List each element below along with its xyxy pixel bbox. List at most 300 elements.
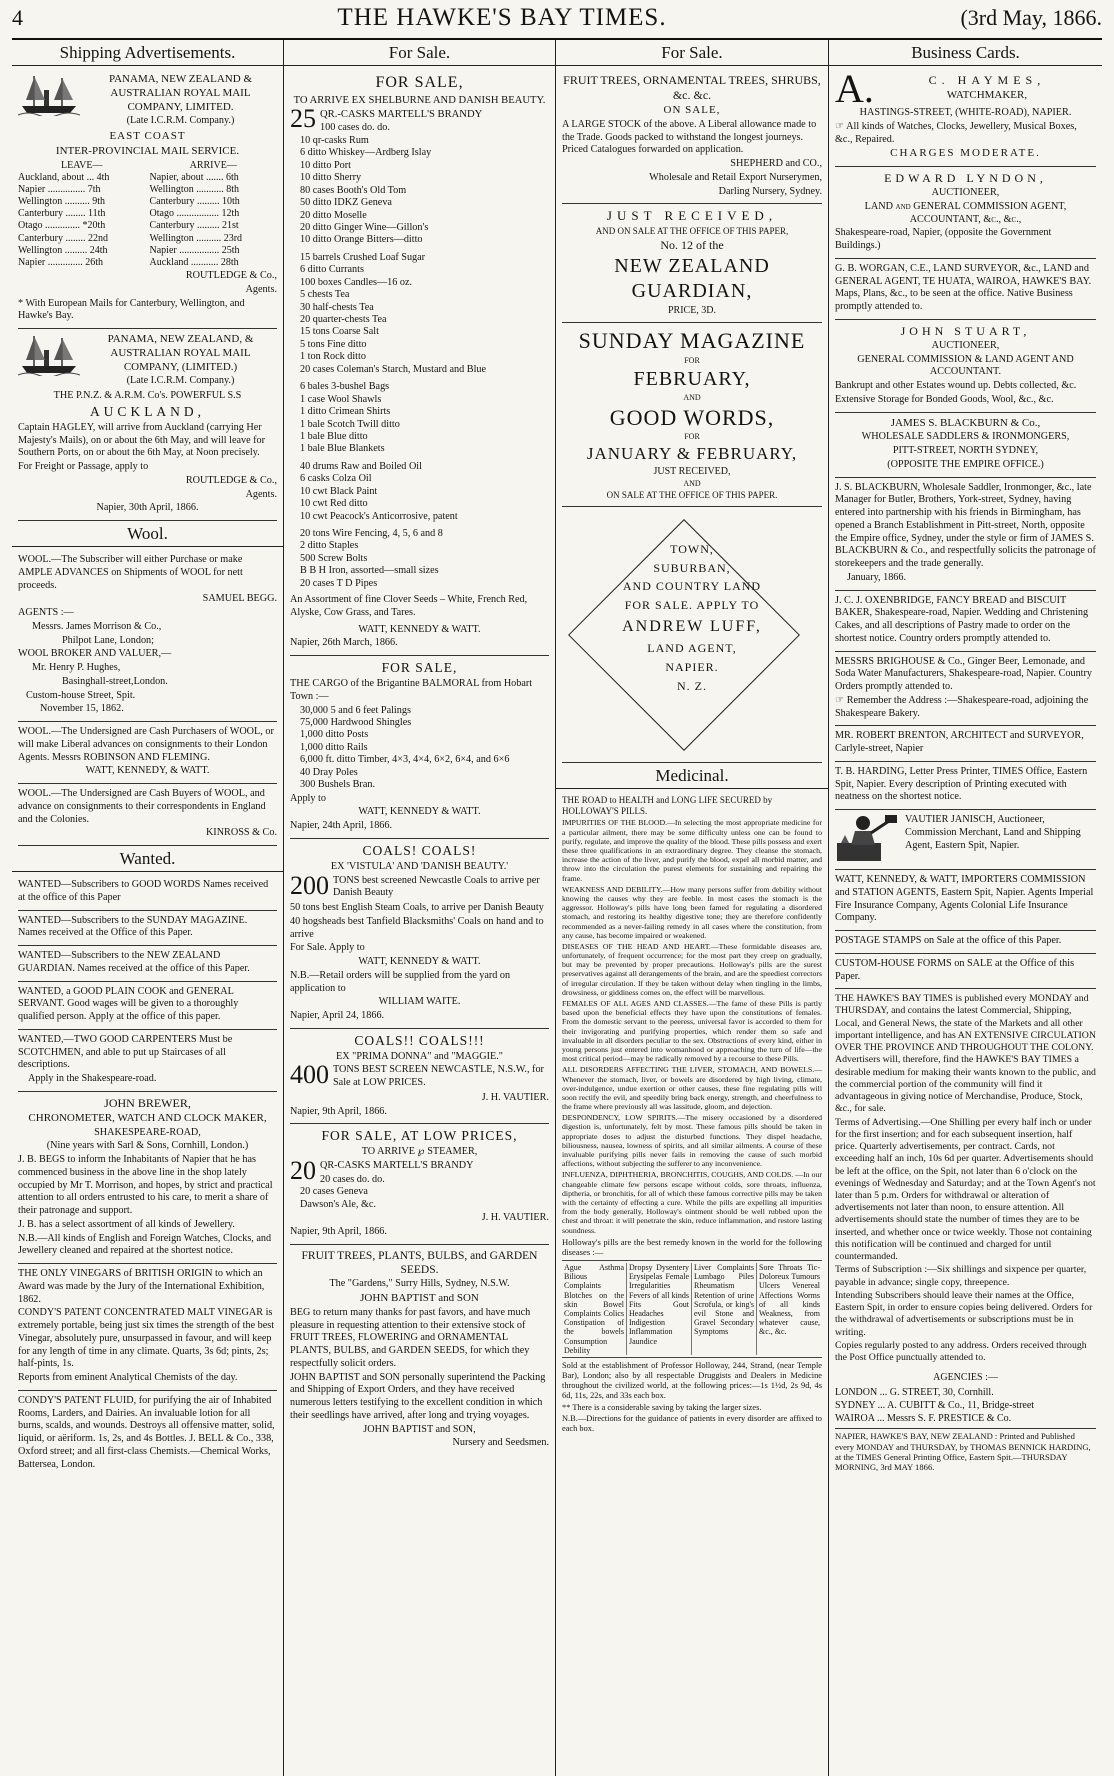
list-item: 1,000 ditto Rails	[300, 741, 368, 753]
ad-note: (Nine years with Sarl & Sons, Cornhill, London.)	[46, 1140, 249, 1152]
ad-body: CONDY'S PATENT CONCENTRATED MALT VINEGAR is extremely portable, being just six times the strength of the best Vinegar, absolutely pure, unsurpassed in favour, and will keep for any length of time in any climate. Quarts, 3s 6d; pints, 2s; half-pints, 1s.	[18, 1307, 275, 1370]
ad-title: THE ROAD to HEALTH and LONG LIFE SECURED by HOLLOWAY'S PILLS.	[562, 795, 773, 816]
label-and: AND	[683, 392, 701, 402]
schedule-row: Auckland ........... 28th	[149, 257, 239, 268]
ad-signature: WATT, KENNEDY & WATT.	[358, 806, 481, 818]
ad-body: An Assortment of fine Clover Seeds – White, French Red, Alyske, Cow Grass, and Tares.	[290, 594, 528, 618]
ad-new-zealand-guardian	[562, 204, 822, 323]
section-heading-for-sale: For Sale.	[556, 42, 828, 66]
card-body-text: Remember the Address :—Shakespeare-road, adjoining the Shakespeare Bakery.	[835, 694, 1089, 719]
schedule-row: Wellington .......... 23rd	[149, 232, 243, 244]
disease-column: Liver Complaints Lumbago Piles Rheumatism Retention of urine Scrofula, or king's evil Stone and Gravel Secondary Symptoms	[692, 1263, 757, 1355]
ad-paragraph: Holloway's pills are the best remedy known in the world for the following diseases :—	[562, 1236, 822, 1257]
schedule-row: Napier ................ 25th	[149, 244, 240, 256]
card-address: HASTINGS-STREET, (WHITE-ROAD), NAPIER.	[859, 107, 1072, 118]
ad-date: Napier, April 24, 1866.	[290, 1010, 385, 1022]
ad-subtitle: EX "PRIMA DONNA" and "MAGGIE."	[336, 1050, 503, 1062]
ad-body: WANTED—Subscribers to GOOD WORDS Names received at the office of this Paper	[18, 879, 269, 903]
item-list	[300, 122, 549, 246]
list-item: 75,000 Hardwood Shingles	[300, 717, 412, 729]
card-body: Extensive Storage for Bonded Goods, Wool, &c., &c.	[835, 393, 1054, 405]
ad-subtitle: The "Gardens," Surry Hills, Sydney, N.S.W.	[329, 1278, 510, 1290]
pointing-hand-icon: ☞	[835, 694, 847, 706]
agent-line: Messrs. James Morrison & Co.,	[32, 620, 162, 632]
ad-title: PANAMA, NEW ZEALAND, & AUSTRALIAN ROYAL MAIL COMPANY, (LIMITED.)	[107, 333, 254, 373]
ad-signature: J. H. VAUTIER.	[481, 1212, 549, 1224]
list-item: 10 ditto Sherry	[300, 172, 362, 184]
section-heading-wool: Wool.	[12, 523, 283, 547]
card-charges: CHARGES MODERATE.	[890, 147, 1041, 160]
list-item: 20 cases T D Pipes	[300, 577, 378, 589]
card-trade: AUCTIONEER,	[931, 339, 1000, 351]
ad-body: 50 tons best English Steam Coals, to arrive per Danish Beauty	[290, 902, 544, 914]
ad-date: Napier, 9th April, 1866.	[290, 1105, 387, 1117]
ad-paragraph: ALL DISORDERS AFFECTING THE LIVER, STOMACH, AND BOWELS.—Whenever the stomach, liver, or bowels are disordered by high living, climate, over-indulgence, undue exertion or other causes, these fine regulating pills will soon rectify the evil, and speedily bring back energy, strength, and cheerfulness to the frame where previously all was lassitude, gloom, and dejection.	[562, 1065, 822, 1112]
ad-signature: WILLIAM WAITE.	[378, 996, 461, 1008]
list-item: 15 barrels Crushed Loaf Sugar	[300, 251, 426, 263]
list-item: 1 bale Scotch Twill ditto	[300, 418, 400, 430]
list-item: 5 chests Tea	[300, 289, 350, 301]
ad-body: THE CARGO of the Brigantine BALMORAL from Hobart Town :—	[290, 678, 533, 702]
sailing-schedule	[18, 160, 277, 270]
ad-name: JOHN BAPTIST and SON	[360, 1292, 479, 1305]
list-item: 1,000 ditto Posts	[300, 729, 369, 741]
list-item: 20 cases do. do.	[320, 1173, 385, 1185]
auctioneer-figure-icon	[835, 813, 901, 863]
agent-name: ROUTLEDGE & Co.,	[185, 474, 277, 486]
card-body: MR. ROBERT BRENTON, ARCHITECT and SURVEYOR, Carlyle-street, Napier	[835, 730, 1084, 754]
disease-column: Sore Throats Tic-Doloreux Tumours Ulcers Venereal Affections Worms of all kinds Weakness, from whatever cause, &c., &c.	[759, 1263, 820, 1337]
section-heading-medicinal: Medicinal.	[556, 765, 828, 789]
card-lyndon	[835, 167, 1096, 259]
ad-signature: WATT, KENNEDY & WATT.	[358, 623, 481, 635]
ad-date: November 15, 1862.	[40, 703, 124, 715]
list-item: Dawson's Ale, &c.	[300, 1198, 376, 1210]
ad-wool-watt	[18, 722, 277, 784]
card-trade: AUCTIONEER,	[931, 187, 1000, 198]
list-item: 10 cwt Red ditto	[300, 498, 368, 510]
schedule-row: Canterbury ........ 22nd	[18, 232, 108, 244]
list-item: 6 bales 3-bushel Bags	[300, 381, 390, 393]
ad-title: FOR SALE, AT LOW PRICES,	[321, 1128, 518, 1144]
ad-body: BEG to return many thanks for past favors, and have much pleasure in requesting attention to their extensive stock of FRUIT TREES, FLOWERING and ORNAMENTAL PLANTS, BULBS, and GARDEN SEEDS, for which they respectfully solicit orders.	[290, 1306, 531, 1369]
card-address: Shakespeare-road, Napier, (opposite the Government Buildings.)	[835, 227, 1052, 251]
ad-title: COALS!! COALS!!!	[354, 1032, 485, 1048]
card-body: CUSTOM-HOUSE FORMS on SALE at the Office of this Paper.	[835, 957, 1075, 982]
ad-title: FOR SALE,	[381, 660, 458, 676]
agents-label: AGENTS :—	[18, 607, 74, 619]
agent-label: Agents.	[245, 488, 277, 500]
ad-signature: SAMUEL BEGG.	[202, 593, 277, 605]
ad-body: J. B. BEGS to inform the Inhabitants of Napier that he has commenced business in the above line in the shop lately occupied by Mr T. Morrison, and hopes, by strict and practical attention to all orders entrusted to his care, to merit a share of their patronage and support.	[18, 1154, 273, 1217]
section-heading-shipping: Shipping Advertisements.	[12, 42, 283, 66]
ad-body: CONDY'S PATENT FLUID, for purifying the air of Inhabited Rooms, Larders, and Dairies. An invaluable lotion for all burns, scalds, and wounds. Destroys all offensive matter, solid, liquid, or aëriform. 1s, 2s, and 4s Bottles. J. BELL & Co., 338, Oxford street; and all first-class Chemists.—Chemical Works, Battersea, London.	[18, 1394, 275, 1470]
list-item: 10 cwt Peacock's Anticorrosive, patent	[300, 510, 458, 522]
ad-body: 40 hogsheads best Tanfield Blacksmiths' Coals on hand and to arrive	[290, 915, 544, 940]
ad-signature: KINROSS & Co.	[205, 827, 277, 839]
agent-name: ROUTLEDGE & Co.,	[185, 270, 277, 282]
ad-body: WANTED, a GOOD PLAIN COOK and GENERAL SERVANT. Good wages will be given to a thoroughly qualified person. Apply at the office of this paper.	[18, 985, 239, 1023]
ad-paragraph: FEMALES OF ALL AGES AND CLASSES.—The fame of these Pills is partly based upon the beneficial effects they have upon the constitutions of females. From the domestic servant to the peeress, universal favor is accorded to them for their invigorating and purifying properties, which render them so safe and invaluable in all disorders peculiar to the sex. Obstructions of every kind, either in young persons just entered into womanhood or approaching the turn of life—the most critical period—may be radically removed by a recourse to these Pills.	[562, 999, 822, 1064]
diamond-line: LAND AGENT,	[647, 641, 737, 656]
list-item: 30,000 5 and 6 feet Palings	[300, 704, 411, 716]
card-address-2: (OPPOSITE THE EMPIRE OFFICE.)	[887, 458, 1044, 470]
card-body: T. B. HARDING, Letter Press Printer, TIMES Office, Eastern Spit, Napier. Every description of Printing executed with neatness on the shortest notice.	[835, 765, 1088, 803]
ad-sunday-magazine-good-words	[562, 323, 822, 507]
notice-paragraph: Intending Subscribers should leave their names at the Office, Eastern Spit, in order to ensure copies being delivered. Orders for the withdrawal of advertisements or subscriptions must be in writing.	[835, 1289, 1093, 1338]
card-body: J. C. J. OXENBRIDGE, FANCY BREAD and BISCUIT BAKER, Shakespeare-road, Napier. Wedding and Christening Cakes, and all descriptions of Pastry made to order on the shortest notice. Country orders promptly attended to.	[835, 594, 1089, 644]
item-list	[300, 528, 549, 590]
list-item: 500 Screw Bolts	[300, 552, 368, 564]
ad-title: JUST RECEIVED,	[606, 208, 778, 224]
card-brenton	[835, 726, 1096, 762]
ad-subtitle: AND ON SALE AT THE OFFICE OF THIS PAPER,	[595, 225, 789, 236]
ad-signature: JOHN BAPTIST and SON,	[363, 1423, 476, 1435]
newspaper-title: THE HAWKE'S BAY TIMES.	[337, 4, 667, 31]
card-trade-2: GENERAL COMMISSION & LAND AGENT AND ACCOUNTANT.	[857, 353, 1074, 378]
pointing-hand-icon: ☞	[835, 120, 847, 132]
schedule-row: Wellington ........... 8th	[149, 183, 239, 195]
section-heading-for-sale: For Sale.	[284, 42, 555, 66]
agent-line: WOOL BROKER AND VALUER,—	[18, 648, 172, 660]
ad-body: Reports from eminent Analytical Chemists of the day.	[18, 1372, 238, 1384]
ad-title: JOHN BREWER,	[104, 1095, 191, 1110]
ad-shepherd-fruit-trees	[562, 69, 822, 204]
card-custom-house-forms	[835, 954, 1096, 990]
ad-subtitle: JUST RECEIVED,	[653, 465, 731, 477]
page-number: 4	[12, 5, 23, 30]
leave-list	[18, 172, 146, 270]
diamond-text	[562, 540, 822, 695]
card-js-blackburn	[835, 478, 1096, 591]
list-item: 6 ditto Whiskey—Ardberg Islay	[300, 147, 432, 159]
quantity-numeral: 400	[290, 1060, 329, 1090]
card-body: MESSRS BRIGHOUSE & Co., Ginger Beer, Lemonade, and Soda Water Manufacturers, Shakespeare-road, Napier. Country Orders promptly attended to.	[835, 655, 1092, 692]
list-item: 1 ton Rock ditto	[300, 351, 366, 363]
card-body: POSTAGE STAMPS on Sale at the office of this Paper.	[835, 935, 1062, 946]
ad-condys-fluid	[18, 1391, 277, 1477]
ad-lead: QR.-CASKS MARTELL'S BRANDY	[320, 109, 483, 121]
ad-note: N.B.—Directions for the guidance of patients in every disorder are affixed to each box.	[562, 1414, 822, 1434]
ad-paragraph: WEAKNESS AND DEBILITY.—How many persons suffer from debility without knowing the causes why they are feeble. In most cases the stomach is the aggressor. Holloway's pills have long been famed for regulating a disordered stomach, and restoring its healthy digestive tone; they are therefore confidently recommended as a never-failing remedy in all cases where the constitution, from any cause, has become impaired or weakened.	[562, 884, 822, 940]
disease-column: Dropsy Dysentery Erysipelas Female Irregularities Fevers of all kinds Fits Gout Headaches Indigestion Inflammation Jaundice	[627, 1263, 692, 1355]
ad-body: WOOL.—The Subscriber will either Purchase or make AMPLE ADVANCES on Shipments of WOOL for nett proceeds.	[18, 554, 243, 591]
ad-subtitle: ON SALE,	[663, 104, 721, 116]
ad-wanted-good-words	[18, 875, 277, 911]
leave-header: LEAVE—	[61, 159, 103, 171]
quantity-numeral: 25	[290, 104, 316, 134]
ad-body: THE ONLY VINEGARS of BRITISH ORIGIN to which an Award was made by the Jury of the International Exhibition, 1862.	[18, 1268, 265, 1305]
list-item: 1 case Wool Shawls	[300, 393, 382, 405]
ad-body: WOOL.—The Undersigned are Cash Buyers of WOOL, and advance on consignments to their correspondents in England and the Colonies.	[18, 788, 266, 825]
ad-holloways-pills	[562, 792, 822, 1440]
card-name: JAMES S. BLACKBURN & Co.,	[890, 416, 1041, 429]
ad-signature: J. H. VAUTIER.	[481, 1091, 549, 1103]
ad-andrew-luff-land	[562, 507, 822, 763]
diamond-line: TOWN,	[670, 542, 714, 557]
ad-body: WANTED—Subscribers to the SUNDAY MAGAZINE. Names received at the Office of this Paper.	[18, 914, 248, 939]
ad-lead: TONS BEST SCREEN NEWCASTLE, N.S.W., for Sale at LOW PRICES.	[333, 1064, 544, 1089]
notice-paragraph: Terms of Advertising.—One Shilling per every half inch or under for the first insertion; and for each subsequent insertion, half price. Quarterly advertisements, per contract. Cards, not exceeding half an inch, 10s 6d per quarter. Advertisements should be left at the office, on the Spit, not later than 6 o'clock on the evenings of Wednesday and Saturday; and at the Town Agent's not later than 5 p.m. Orders for withdrawal or alteration of advertisements not later than noon, to ensure attention. All advertisements should state the number of times they are to be inserted, and whether once or twice weekly. Those not containing this notification will be continued and charged for until countermanded.	[835, 1116, 1096, 1263]
agency-row: WAIROA ... Messrs S. F. PRESTICE & Co.	[835, 1413, 1012, 1425]
list-item: 10 cwt Black Paint	[300, 485, 378, 497]
card-body: WATT, KENNEDY, & WATT, IMPORTERS COMMISSION and STATION AGENTS, Eastern Spit, Napier. Agents Imperial Fire Insurance Company, Agents Colonial Life Insurance Company.	[835, 874, 1094, 924]
card-name: C. HAYMES,	[928, 73, 1046, 87]
ad-apply: Apply in the Shakespeare-road.	[28, 1073, 157, 1085]
agency-row: LONDON ... G. STREET, 30, Cornhill.	[835, 1387, 994, 1399]
ad-paragraph: INFLUENZA, DIPHTHERIA, BRONCHITIS, COUGHS, AND COLDS. —In our changeable climate few persons escape without colds, sore throats, influenza, diptheria, or bronchitis, for all of which these famous corrective pills may be taken with the certainty of effecting a cure. While the pills are expelling all impurities from the body generally, Holloway's ointment should be well rubbed upon the chest and throat: it will penetrate the skin, reduce inflammation, and restore lasting soundness.	[562, 1170, 822, 1235]
agent-line: Basinghall-street,London.	[62, 675, 168, 687]
month-label: JANUARY & FEBRUARY,	[586, 444, 798, 464]
schedule-row: Canterbury ......... 21st	[149, 220, 239, 232]
schedule-row: Wellington ......... 24th	[18, 244, 108, 256]
diamond-frame	[562, 518, 822, 750]
ad-trade: CHRONOMETER, WATCH AND CLOCK MAKER,	[28, 1111, 267, 1124]
list-item: 10 ditto Port	[300, 159, 351, 171]
card-trade: WHOLESALE SADDLERS & IRONMONGERS,	[861, 431, 1070, 443]
steamship-icon	[18, 72, 80, 116]
list-item: 2 ditto Staples	[300, 540, 359, 552]
list-item: 1 bale Blue ditto	[300, 430, 368, 442]
card-postage-stamps	[835, 931, 1096, 954]
list-item: 20 cases Geneva	[300, 1186, 368, 1198]
ad-signature-2: Wholesale and Retail Export Nurserymen,	[649, 171, 822, 183]
ad-lead: QR-CASKS MARTELL'S BRANDY	[320, 1160, 474, 1172]
ad-paragraph: DISEASES OF THE HEAD AND HEART.—These formidable diseases are, unfortunately, of frequent occurrence; for the most part they creep on gradually, but may be prevented by proper precautions. Holloway's pills are the surest preservatives against all derangements of the brain, and are the speediest correctors of irregular circulation. If they be taken without delay when tingling in the limbs, drowsiness, or giddiness comes on, the effect will be marvellous.	[562, 941, 822, 997]
list-item: 80 cases Booth's Old Tom	[300, 184, 407, 196]
list-item: 6 casks Colza Oil	[300, 473, 372, 485]
label-for: FOR	[684, 432, 700, 442]
list-item: 30 half-chests Tea	[300, 301, 374, 313]
ad-signature-3: Darling Nursery, Sydney.	[718, 185, 822, 197]
ad-date: Napier, 30th April, 1866.	[96, 502, 199, 514]
ad-date: Napier, 24th April, 1866.	[290, 820, 393, 832]
schedule-row: Napier, about ....... 6th	[149, 171, 239, 183]
list-item: 15 tons Coarse Salt	[300, 326, 379, 338]
card-james-blackburn	[835, 413, 1096, 478]
diamond-line: NAPIER.	[665, 660, 719, 675]
label-for: FOR	[684, 355, 700, 365]
card-body: VAUTIER JANISCH, Auctioneer, Commission Merchant, Land and Shipping Agent, Eastern Spit, Napier.	[905, 814, 1081, 851]
list-item: 40 Dray Poles	[300, 766, 358, 778]
ad-sale-balmoral-cargo	[290, 656, 549, 839]
ad-signature: SHEPHERD and CO.,	[730, 158, 822, 169]
list-item: 20 ditto Moselle	[300, 209, 367, 221]
list-item: 6 ditto Currants	[300, 264, 364, 276]
ad-date: Napier, 26th March, 1866.	[290, 637, 398, 649]
ad-signature-2: Nursery and Seedsmen.	[452, 1437, 549, 1449]
masthead	[12, 4, 1102, 40]
card-body	[835, 121, 1096, 147]
item-list	[300, 381, 549, 456]
ad-title: FOR SALE,	[375, 74, 464, 91]
list-item: 10 ditto Orange Bitters—ditto	[300, 234, 423, 246]
publication-name: SUNDAY MAGAZINE	[578, 328, 806, 354]
ad-body: JOHN BAPTIST and SON personally superintend the Packing and Shipping of Export Orders, and they have received numerous letters testifying to the excellent condition in which their seedlings have arrived, after long and trying voyages.	[290, 1371, 546, 1421]
list-item: 6,000 ft. ditto Timber, 4×3, 4×4, 6×2, 6×4, and 6×6	[300, 754, 510, 766]
ad-line: THE P.N.Z. & A.R.M. Co's. POWERFUL S.S	[53, 390, 242, 402]
ad-lead: TONS best screened Newcastle Coals to arrive per Danish Beauty	[333, 874, 540, 899]
ad-note: * With European Mails for Canterbury, Wellington, and Hawke's Bay.	[18, 297, 245, 322]
ad-freight: For Freight or Passage, apply to	[18, 461, 149, 473]
column-shipping	[12, 40, 284, 1776]
ad-subtitle: EX 'VISTULA' AND 'DANISH BEAUTY.'	[330, 860, 509, 872]
schedule-row: Canterbury ........ 11th	[18, 208, 106, 220]
card-address: PITT-STREET, NORTH SYDNEY,	[892, 445, 1039, 456]
ad-john-brewer	[18, 1092, 277, 1264]
card-name: EDWARD LYNDON,	[884, 171, 1047, 185]
ad-subtitle: TO ARRIVE EX SHELBURNE AND DANISH BEAUTY.	[293, 95, 546, 106]
card-name: JOHN STUART,	[900, 323, 1031, 338]
card-vautier-janisch	[835, 810, 1096, 870]
ad-panama-mail-service	[18, 69, 277, 329]
notice-hawkes-bay-times	[835, 989, 1096, 1369]
steamship-icon	[18, 332, 80, 376]
ad-coals-vistula	[290, 839, 549, 1029]
list-item: 100 cases do. do.	[320, 122, 390, 134]
disease-column: Ague Asthma Bilious Complaints Blotches on the skin Bowel Complaints Colics Constipation of the bowels Consumption Debility	[562, 1263, 627, 1355]
diamond-line: FOR SALE. APPLY TO	[624, 598, 760, 613]
ad-body: N.B.—All kinds of English and Foreign Watches, Clocks, and Jewellery cleaned and repaired at the shortest notice.	[18, 1232, 272, 1257]
schedule-row: Auckland, about ... 4th	[18, 171, 110, 183]
service-name: EAST COAST	[109, 130, 186, 142]
ad-footer: ON SALE AT THE OFFICE OF THIS PAPER.	[606, 490, 778, 500]
list-item: 20 quarter-chests Tea	[300, 314, 387, 326]
month-label: FEBRUARY,	[633, 367, 751, 390]
disease-table	[562, 1260, 822, 1358]
section-heading-business-cards: Business Cards.	[829, 42, 1102, 66]
section-heading-wanted: Wanted.	[12, 848, 283, 872]
ad-title: PANAMA, NEW ZEALAND & AUSTRALIAN ROYAL MAIL COMPANY, LIMITED.	[109, 73, 252, 113]
ad-wanted-cook	[18, 982, 277, 1030]
card-harding	[835, 762, 1096, 810]
agent-line: Philpot Lane, London;	[62, 634, 154, 646]
schedule-row: Otago .............. *20th	[18, 220, 106, 232]
ad-panama-auckland	[18, 329, 277, 521]
card-stuart	[835, 320, 1096, 413]
quantity-numeral: 20	[290, 1156, 316, 1186]
arrive-list	[150, 172, 278, 270]
item-list	[300, 461, 549, 523]
ad-body: N.B.—Retail orders will be supplied from the yard on application to	[290, 969, 511, 994]
list-item: 20 cases Coleman's Starch, Mustard and Blue	[300, 363, 487, 375]
arrive-header: ARRIVE—	[189, 159, 237, 171]
card-body: Bankrupt and other Estates wound up. Debts collected, &c.	[835, 380, 1077, 391]
ad-address: Custom-house Street, Spit.	[26, 689, 136, 701]
ad-signature: WATT, KENNEDY & WATT.	[358, 956, 481, 968]
card-oxenbridge	[835, 591, 1096, 652]
list-item: 300 Bushels Bran.	[300, 779, 375, 791]
card-body: LAND and GENERAL COMMISSION AGENT, ACCOUNTANT, &c., &c.,	[864, 200, 1067, 225]
list-item: 5 tons Fine ditto	[300, 338, 367, 350]
ad-subtitle: (Late I.C.R.M. Company.)	[126, 115, 235, 127]
issue-date: (3rd May, 1866.	[960, 5, 1102, 30]
initial-letter: A.	[835, 66, 874, 111]
ad-signature: WATT, KENNEDY, & WATT.	[85, 765, 210, 777]
ad-title: COALS! COALS!	[362, 842, 477, 858]
ad-apply: For Sale. Apply to	[290, 942, 365, 954]
list-item: 20 tons Wire Fencing, 4, 5, 6 and 8	[300, 528, 443, 540]
agencies-title: AGENCIES :—	[933, 1372, 998, 1384]
column-for-sale-1	[284, 40, 556, 1776]
ad-title: FRUIT TREES, ORNAMENTAL TREES, SHRUBS, &c. &c.	[563, 73, 821, 102]
item-list	[300, 252, 549, 376]
ad-address: SHAKESPEARE-ROAD,	[94, 1126, 201, 1138]
diamond-line: SUBURBAN,	[653, 560, 731, 575]
diamond-line: N. Z.	[677, 678, 707, 693]
agency-row: SYDNEY ... A. CUBITT & Co., 11, Bridge-street	[835, 1400, 1035, 1412]
schedule-row: Wellington .......... 9th	[18, 196, 105, 208]
ad-note: ** There is a considerable saving by taking the larger sizes.	[562, 1402, 762, 1412]
ad-body: WANTED,—TWO GOOD CARPENTERS Must be SCOTCHMEN, and able to put up Staircases of all descriptions.	[18, 1033, 233, 1071]
ad-body: J. B. has a select assortment of all kinds of Jewellery.	[18, 1218, 235, 1230]
price: PRICE, 3D.	[667, 304, 717, 316]
notice-paragraph: Copies regularly posted to any address. Orders received through the Post Office punctually attended to.	[835, 1339, 1087, 1364]
schedule-row: Otago ................. 12th	[149, 208, 240, 220]
publication-name: GOOD WORDS,	[609, 404, 775, 430]
ad-wanted-guardian	[18, 946, 277, 982]
ad-date: Napier, 9th April, 1866.	[290, 1225, 387, 1237]
card-watt-kennedy-watt	[835, 870, 1096, 931]
agent-line: Mr. Henry P. Hughes,	[32, 662, 121, 674]
ad-john-baptist-seeds	[290, 1245, 549, 1456]
publication-name: NEW ZEALAND GUARDIAN,	[614, 254, 770, 302]
notice-paragraph: Terms of Subscription :—Six shillings and sixpence per quarter, payable in advance; single copy, threepence.	[835, 1264, 1087, 1288]
list-item: 20 ditto Ginger Wine—Gillon's	[300, 221, 429, 233]
card-brighouse	[835, 652, 1096, 727]
ad-subtitle: TO ARRIVE ℘ STEAMER,	[361, 1146, 478, 1158]
schedule-row: Napier .............. 26th	[18, 257, 103, 268]
column-business-cards	[829, 40, 1102, 1776]
agent-name: ANDREW LUFF,	[622, 617, 762, 635]
list-item: 50 ditto IDKZ Geneva	[300, 197, 392, 209]
agencies-list	[835, 1371, 1096, 1425]
diamond-line: AND COUNTRY LAND	[622, 579, 762, 594]
ad-sale-martells-brandy	[290, 69, 549, 656]
list-item: 40 drums Raw and Boiled Oil	[300, 460, 422, 472]
ad-coals-prima-donna	[290, 1029, 549, 1125]
list-item: B B H Iron, assorted—small sizes	[300, 565, 439, 577]
card-haymes	[835, 66, 1096, 167]
card-trade: WATCHMAKER,	[946, 89, 1028, 101]
ad-title: FRUIT TREES, PLANTS, BULBS, and GARDEN SEEDS.	[301, 1249, 538, 1276]
ad-body: WOOL.—The Undersigned are Cash Purchasers of WOOL, or will make Liberal advances on consignments to their London Agents. Messrs ROBINSON AND FLEMING.	[18, 726, 274, 763]
issue-number: No. 12 of the	[660, 237, 724, 252]
ad-wanted-carpenters	[18, 1030, 277, 1092]
ad-paragraph: IMPURITIES OF THE BLOOD.—In selecting the most appropriate medicine for a particular ailment, there may be some difficulty unless one can be found to purify, regulate, and improve the quality of the blood. These pills possess and exert these three qualifications in an extraordinary degree. They cleanse the stomach, increase the action of the liver, and purify the blood, expel all morbid matter, and throw into the circulation the purest elements for sustaining and repairing the frame.	[562, 818, 822, 883]
list-item: 1 bale Blue Blankets	[300, 443, 385, 455]
card-body-text: All kinds of Watches, Clocks, Jewellery, Musical Boxes, &c., Repaired.	[835, 120, 1077, 145]
card-date: January, 1866.	[847, 571, 907, 583]
imprint-footer: NAPIER, HAWKE'S BAY, NEW ZEALAND : Printed and Published every MONDAY and THURSDAY, by THOMAS BENNICK HARDING, at the TIMES General Printing Office, Eastern Spit.—THURSDAY MORNING, 3rd MAY 1866.	[835, 1428, 1096, 1472]
ship-name: AUCKLAND,	[89, 403, 206, 419]
card-body	[835, 695, 1096, 721]
ad-body: WANTED—Subscribers to the NEW ZEALAND GUARDIAN. Names received at the office of this Paper.	[18, 950, 250, 974]
ad-apply: Apply to	[290, 792, 326, 804]
column-for-sale-2	[556, 40, 829, 1776]
ad-subtitle: (Late I.C.R.M. Company.)	[126, 375, 235, 387]
ad-body: Captain HAGLEY, will arrive from Auckland (carrying Her Majesty's Mails), on or about the 6th May, and will leave for Southern Ports, on or about the 6th May, at Noon precisely.	[18, 421, 266, 459]
card-worgan	[835, 259, 1096, 320]
ad-wool-kinross	[18, 784, 277, 846]
service-name-2: INTER-PROVINCIAL MAIL SERVICE.	[55, 144, 240, 157]
card-body: J. S. BLACKBURN, Wholesale Saddler, Ironmonger, &c., late Manager for Butler, Brothers, York-street, Sydney, having entered into partnership with his friends in Birmingham, has opened a Branch Establishment in Pitt-street, North, opposite the Empire office, Sydney, under the style or firm of JAMES S. BLACKBURN & Co., and respectfully solicits the patronage of storekeepers and the trade generally.	[835, 481, 1096, 569]
ad-sale-low-prices	[290, 1124, 549, 1244]
ad-paragraph: Sold at the establishment of Professor Holloway, 244, Strand, (near Temple Bar), London; also by all respectable Druggists and Dealers in Medicine throughout the civilized world, at the following prices:—1s 1½d, 2s 9d, 4s 6d, 11s, 22s, and 33s each box.	[562, 1360, 822, 1400]
item-list	[300, 705, 549, 792]
list-item: 100 boxes Candles—16 oz.	[300, 276, 413, 288]
list-item: 1 ditto Crimean Shirts	[300, 406, 391, 418]
